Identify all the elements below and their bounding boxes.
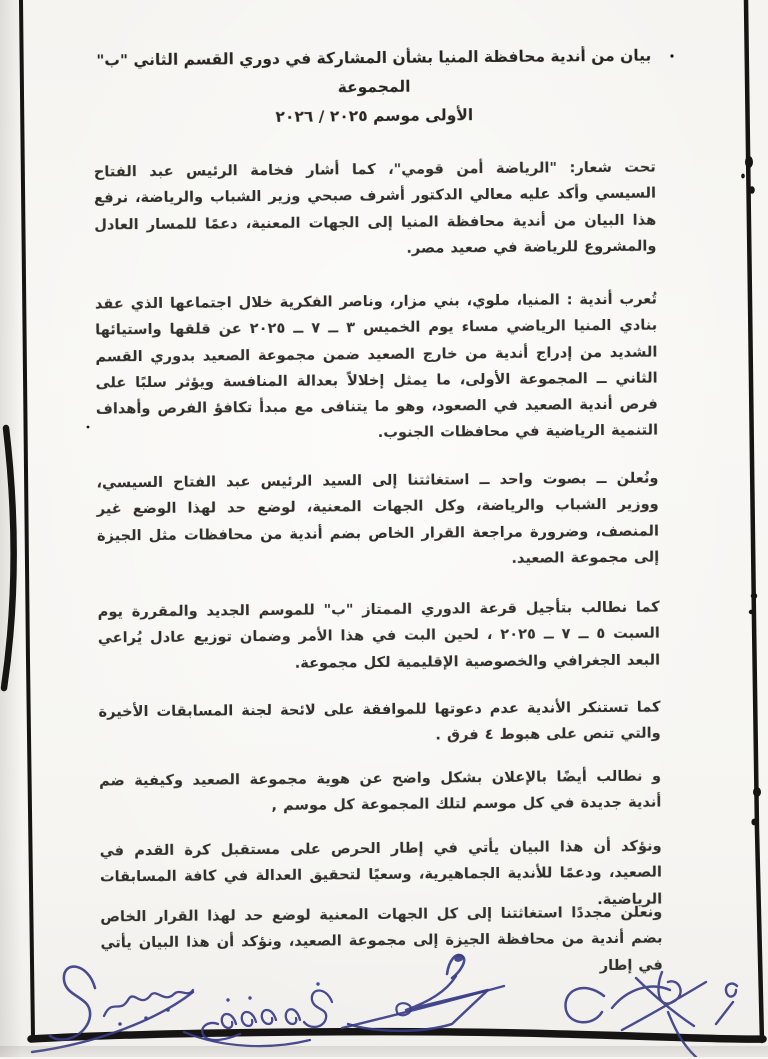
- frame-left-line: [21, 0, 33, 1037]
- document-body: [92, 0, 663, 1059]
- paragraph-assurance: ونؤكد أن هذا البيان يأتي في إطار الحرص على مستقبل كرة القدم في الصعيد، ودعمًا للأندية الجماهيرية، وسعيًا لتحقيق العدالة في كافة المسابقات الرياضية.: [99, 837, 663, 908]
- scan-edge-shadow-bottom: [0, 1046, 768, 1057]
- paragraph-clubs-objection: تُعرب أندية : المنيا، ملوي، بني مزار، وناصر الفكرية خلال اجتماعها الذي عقد بنادي المنيا الرياضي مساء يوم الخميس ٣ ــ ٧ ــ ٢٠٢٥ عن قلقها واستيائها الشديد من إدراج أندية من خارج الصعيد ضمن مجموعة الصعيد بدوري القسم الثاني ــ المجموعة الأولى، ما يمثل إخلالاً بعدالة المنافسة ويؤثر سلبًا على فرص أندية الصعيد في الصعود، وهو ما يتنافى مع مبدأ تكافؤ الفرص وأهداف التنمية الرياضية في محافظات الجنوب.: [94, 290, 659, 442]
- paragraph-draw-postponement: كما نطالب بتأجيل قرعة الدوري الممتاز "ب" للموسم الجديد والمقررة يوم السبت ٥ ــ ٧ ــ ٢٠٢٥ ، لحين البت في هذا الأمر وضمان توزيع عادل يُراعي البعد الجغرافي والخصوصية الإقليمية لكل مجموعة.: [97, 598, 661, 672]
- frame-right-line: [746, 0, 762, 1041]
- paragraph-relegation-rule: كما تستنكر الأندية عدم دعوتها للموافقة على لائحة لجنة المسابقات الأخيرة والتي تنص على هبوط ٤ فرق .: [98, 698, 661, 744]
- document-title-line2: الأولى موسم ٢٠٢٥ / ٢٠٢٦: [275, 106, 474, 126]
- document-title: [93, 42, 656, 134]
- scan-edge-shadow-left: [0, 0, 22, 1057]
- paragraph-renewed-appeal: ونعلن مجددًا استغاثتنا إلى كل الجهات المعنية لوضع حد لهذا القرار الخاص بضم أندية من محافظة الجيزة إلى مجموعة الصعيد، ونؤكد أن هذا البيان يأتي في إطار: [100, 903, 663, 974]
- paragraph-group-identity: و نطالب أيضًا بالإعلان بشكل واضح عن هوية مجموعة الصعيد وكيفية ضم أندية جديدة في كل موسم لتلك المجموعة كل موسم ,: [99, 767, 662, 815]
- paragraph-intro: تحت شعار: "الرياضة أمن قومي"، كما أشار فخامة الرئيس عبد الفتاح السيسي وأكد عليه معالي الدكتور أشرف صبحي وزير الشباب والرياضة، نرفع هذا البيان من أندية محافظة المنيا إلى الجهات المعنية، دعمًا للمسار العادل والمشروع للرياضة في صعيد مصر.: [93, 158, 657, 257]
- paragraph-appeal: ونُعلن ــ بصوت واحد ــ استغاثتنا إلى السيد الرئيس عبد الفتاح السيسي، ووزير الشباب والرياضة، وكل الجهات المعنية، لوضع حد لهذا الوضع غير المنصف، وضرورة مراجعة القرار الخاص بضم أندية من محافظات مثل الجيزة إلى مجموعة الصعيد.: [96, 469, 660, 567]
- document-title-line1: بيان من أندية محافظة المنيا بشأن المشاركة في دوري القسم الثاني "ب" المجموعة: [96, 46, 652, 97]
